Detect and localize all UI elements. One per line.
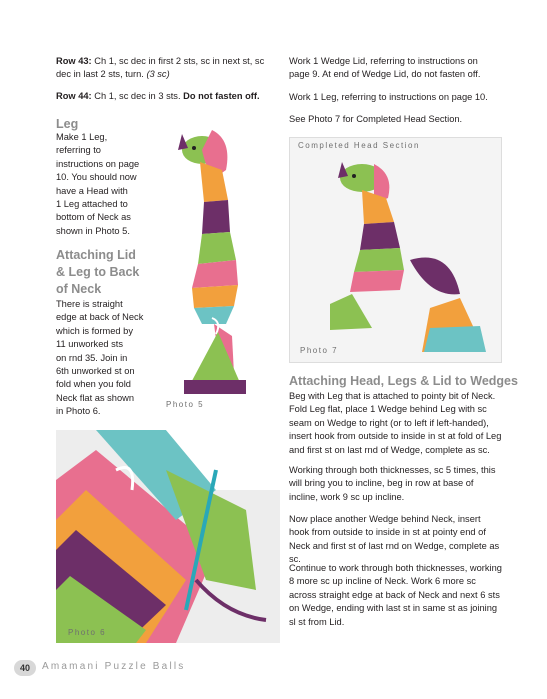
photo-6-closeup-image: [56, 430, 280, 643]
attaching-head-heading: Attaching Head, Legs & Lid to Wedges: [289, 374, 518, 388]
photo-7-head-section-image: [290, 138, 501, 362]
leg-line: referring to: [56, 145, 101, 156]
row44-bold: Do not fasten off.: [183, 91, 260, 101]
see-photo7-paragraph: See Photo 7 for Completed Head Section.: [289, 114, 463, 124]
row44-paragraph: [56, 90, 272, 103]
attach-lid-heading: Attaching Lid & Leg to Back of Neck: [56, 248, 140, 296]
leg-paragraph: [56, 131, 166, 238]
leg-instruction-paragraph: Work 1 Leg, referring to instructions on page 10.: [289, 92, 488, 102]
photo-5-giraffe-image: [152, 110, 280, 418]
row43-text: Ch 1, sc dec in first 2 sts, sc in next st, sc dec in last 2 sts, turn.: [56, 56, 265, 80]
leg-line: instructions on page: [56, 158, 140, 169]
leg-line: 1 Leg attached to: [56, 199, 128, 210]
photo-7-title: Completed Head Section: [298, 141, 420, 150]
book-title: Amamani Puzzle Balls: [42, 661, 186, 672]
row44-text: Ch 1, sc dec in 3 sts.: [91, 91, 184, 101]
photo-6-caption: Photo 6: [68, 628, 107, 637]
attach-lid-paragraph: There is straight edge at back of Neck which is formed by 11 unworked sts on rnd 35. Join in 6th unworked st on fold when you fold Neck flat as shown in Photo 6.: [56, 299, 144, 417]
both-thicknesses-paragraph: Working through both thicknesses, sc 5 times, this will bring you to incline, beg in row at base of incline, work 9 sc up incline.: [289, 465, 496, 502]
leg-line: have a Head with: [56, 185, 128, 196]
row43-label: Row 43:: [56, 56, 92, 66]
page-number-badge: 40: [14, 660, 36, 676]
photo-7: [289, 137, 502, 363]
leg-wedge-paragraph: Beg with Leg that is attached to pointy bit of Neck. Fold Leg flat, place 1 Wedge behind Leg with sc seam on Wedge to right (or to left if left-handed), insert hook from outside to inside in st at fold of Leg and first st on last rnd of Wedge, complete as sc.: [289, 391, 502, 455]
row43-count: (3 sc): [146, 69, 170, 80]
another-wedge-paragraph: Now place another Wedge behind Neck, insert hook from outside to inside in st at pointy end of Neck and first st of last rnd on Wedge, complete as sc.: [289, 514, 500, 565]
photo-5: [152, 110, 280, 418]
row43-paragraph: [56, 55, 272, 82]
photo-5-caption: Photo 5: [166, 400, 205, 409]
wedge-lid-paragraph: Work 1 Wedge Lid, referring to instructions on page 9. At end of Wedge Lid, do not fasten off.: [289, 56, 481, 80]
photo-6: [56, 430, 280, 643]
leg-heading: Leg: [56, 117, 79, 131]
leg-line: 10. You should now: [56, 172, 137, 183]
continue-paragraph: Continue to work through both thicknesses, working 8 more sc up incline of Neck. Work 6 more sc across straight edge at back of Neck and next 6 sts on Wedge, ending with last st in same st as joining sl st from Lid.: [289, 563, 502, 627]
photo-7-caption: Photo 7: [300, 346, 339, 355]
leg-line: bottom of Neck as: [56, 212, 131, 223]
leg-line: Make 1 Leg,: [56, 132, 108, 142]
row44-label: Row 44:: [56, 91, 92, 101]
leg-line: shown in Photo 5.: [56, 225, 130, 236]
